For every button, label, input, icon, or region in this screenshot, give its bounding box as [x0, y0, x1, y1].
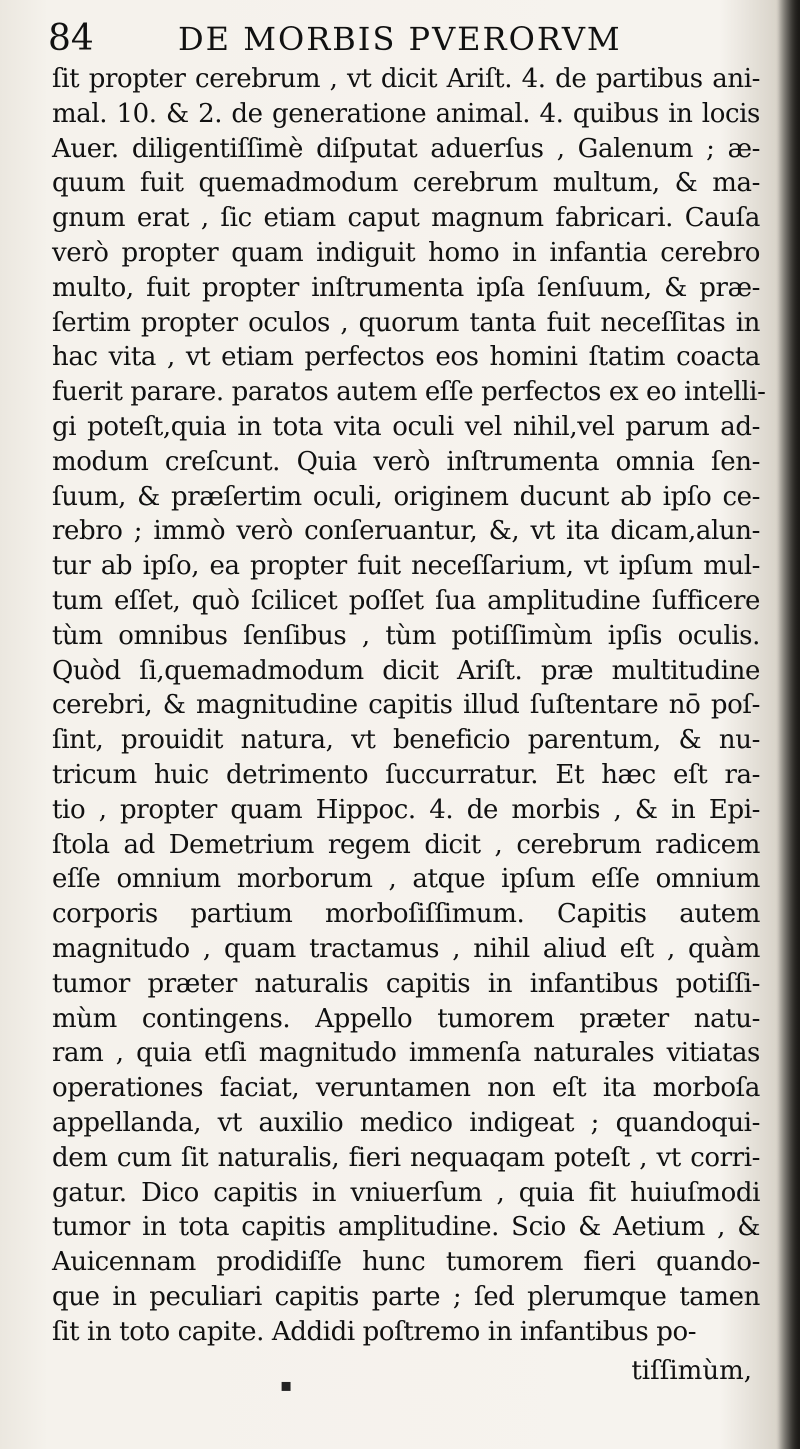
text-line: operationes faciat, veruntamen non eſt ita morboſa — [52, 1073, 760, 1104]
text-line: tur ab ipſo, ea propter fuit neceſſarium, vt ipſum mul- — [52, 551, 760, 582]
text-line: ſit propter cerebrum , vt dicit Ariſt. 4. de partibus ani- — [52, 64, 760, 94]
text-line: mal. 10. & 2. de generatione animal. 4. quibus in locis — [52, 98, 760, 129]
text-line: Auicennam prodidiſſe hunc tumorem fieri quando- — [52, 1247, 760, 1278]
text-line: multo, fuit propter inſtrumenta ipſa ſenſuum, & præ- — [52, 272, 760, 303]
text-line: mùm contingens. Appello tumorem præter natu- — [52, 1003, 760, 1034]
running-title: DE MORBIS PVERORVM — [178, 20, 622, 58]
text-line: ram , quia etſi magnitudo immenſa naturales vitiatas — [52, 1038, 760, 1069]
text-line: verò propter quam indiguit homo in infantia cerebro — [52, 237, 760, 268]
catchword: tiſſimùm, — [631, 1356, 752, 1386]
text-line: tricum huic detrimento ſuccurratur. Et hæc eſt ra- — [52, 759, 760, 790]
text-line: corporis partium morboſiſſimum. Capitis autem — [52, 899, 760, 930]
text-line: gnum erat , ſic etiam caput magnum fabricari. Cauſa — [52, 203, 760, 234]
text-line: magnitudo , quam tractamus , nihil aliud eſt , quàm — [52, 933, 760, 964]
text-line: ſint, prouidit natura, vt beneficio parentum, & nu- — [52, 725, 760, 756]
text-line: tum eſſet, quò ſcilicet poſſet ſua amplitudine ſufficere — [52, 585, 760, 616]
text-line: cerebri, & magnitudine capitis illud ſuſtentare nō poſ- — [52, 690, 760, 721]
page-header — [48, 14, 748, 64]
text-line: Quòd ſi,quemadmodum dicit Ariſt. præ multitudine — [52, 655, 760, 686]
text-line: eſſe omnium morborum , atque ipſum eſſe omnium — [52, 864, 760, 895]
text-line: ſertim propter oculos , quorum tanta fuit neceſſitas in — [52, 307, 760, 338]
ink-mark: ▪ — [280, 1375, 293, 1396]
text-line: hac vita , vt etiam perfectos eos homini ſtatim coacta — [52, 342, 760, 373]
text-line: quum fuit quemadmodum cerebrum multum, & ma- — [52, 168, 760, 199]
text-line: appellanda, vt auxilio medico indigeat ; quandoqui- — [52, 1107, 760, 1138]
text-line: ſtola ad Demetrium regem dicit , cerebrum radicem — [52, 829, 760, 860]
text-line: ſuum, & præſertim oculi, originem ducunt ab ipſo ce- — [52, 481, 760, 512]
text-line: gi poteſt,quia in tota vita oculi vel nihil,vel parum ad- — [52, 411, 760, 442]
text-line: gatur. Dico capitis in vniuerſum , quia fit huiuſmodi — [52, 1177, 760, 1208]
text-line: que in peculiari capitis parte ; ſed plerumque tamen — [52, 1281, 760, 1312]
text-line: modum creſcunt. Quia verò inſtrumenta omnia ſen- — [52, 446, 760, 477]
text-line: rebro ; immò verò conſeruantur, &, vt ita dicam,alun- — [52, 516, 760, 547]
page-number: 84 — [48, 18, 94, 59]
text-line: tùm omnibus ſenſibus , tùm potiſſimùm ipſis oculis. — [52, 620, 760, 651]
page-edge-shadow — [778, 0, 800, 1449]
text-line: ſit in toto capite. Addidi poſtremo in infantibus po- — [52, 1316, 697, 1347]
text-line: fuerit parare. paratos autem eſſe perfectos ex eo intelli- — [52, 377, 766, 408]
text-line: Auer. diligentiſſimè diſputat aduerſus , Galenum ; æ- — [52, 133, 760, 164]
text-line: tumor præter naturalis capitis in infantibus potiſſi- — [52, 968, 760, 999]
text-line: dem cum ſit naturalis, fieri nequaqam poteſt , vt corri- — [52, 1142, 760, 1173]
text-line: tio , propter quam Hippoc. 4. de morbis , & in Epi- — [52, 794, 760, 825]
body-text — [52, 62, 766, 1349]
text-line: tumor in tota capitis amplitudine. Scio & Aetium , & — [52, 1212, 760, 1243]
